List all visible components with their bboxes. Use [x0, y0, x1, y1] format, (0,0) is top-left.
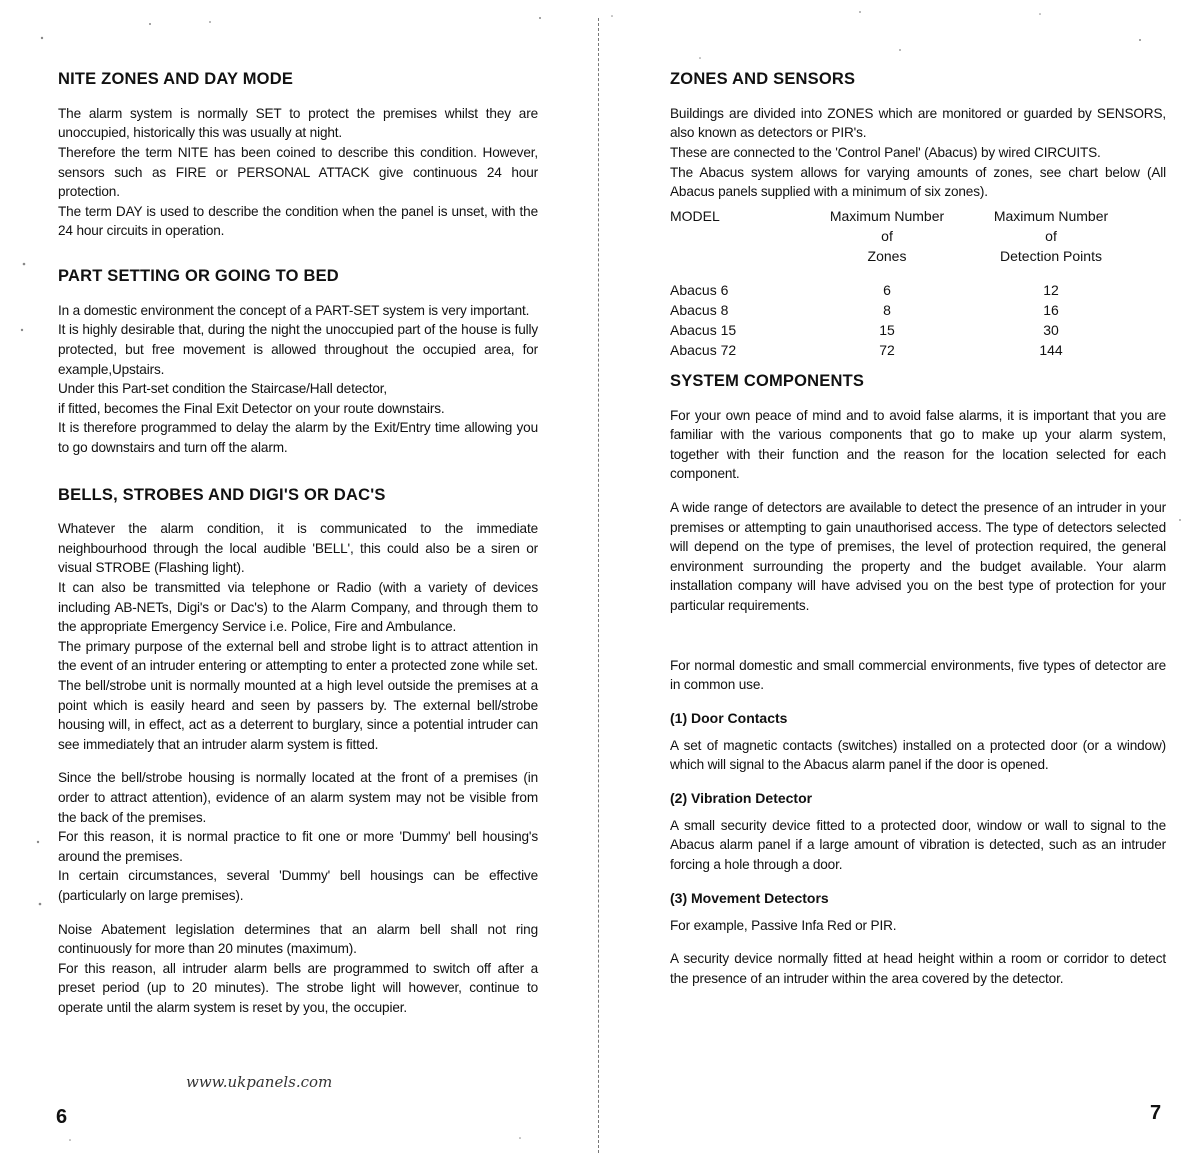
- zones-sensors-body: [670, 104, 1166, 202]
- vibration-detector-title: (2) Vibration Detector: [670, 789, 813, 806]
- paragraph: These are connected to the 'Control Panel' (Abacus) by wired CIRCUITS.: [670, 144, 1101, 160]
- zones-sensors-heading: ZONES AND SENSORS: [670, 70, 856, 88]
- page-number-left: 6: [56, 1106, 68, 1128]
- paragraph: For example, Passive Infa Red or PIR.: [670, 917, 897, 933]
- table-header-row: [670, 206, 1136, 266]
- table-row: [670, 280, 1136, 300]
- paragraph: The term DAY is used to describe the condition when the panel is unset, with the 24 hour circuits in operation.: [58, 203, 538, 239]
- abacus-models-table: [670, 206, 1136, 360]
- paragraph: Since the bell/strobe housing is normally located at the front of a premises (in order to attract attention), evidence of an alarm system may not be visible from the back of the premises.: [58, 770, 538, 825]
- vibration-detector-body: [670, 816, 1166, 875]
- zones-cell: 15: [879, 321, 895, 338]
- model-cell: Abacus 8: [670, 301, 729, 318]
- bells-strobes-heading: BELLS, STROBES AND DIGI'S OR DAC'S: [58, 485, 386, 504]
- door-contacts-body: [670, 736, 1166, 775]
- paragraph: if fitted, becomes the Final Exit Detector on your route downstairs.: [58, 400, 445, 416]
- system-components-heading: SYSTEM COMPONENTS: [670, 371, 865, 390]
- paragraph: A wide range of detectors are available to detect the presence of an intruder in your premises or attempting to gain unauthorised access. The type of detectors selected will depend on the type of premises, the level of protection required, the general environment surrounding the property and the budget available. Your alarm installation company will have advised you on the best type of protection for your particular requirements.: [670, 499, 1166, 613]
- movement-detectors-example: [670, 916, 1166, 936]
- paragraph: For normal domestic and small commercial environments, five types of detector are in common use.: [670, 657, 1166, 693]
- page-spine-divider: [598, 18, 599, 1153]
- system-components-body: [670, 406, 1166, 484]
- paragraph: For this reason, it is normal practice to fit one or more 'Dummy' bell housing's around the premises.: [58, 829, 538, 864]
- paragraph: A security device normally fitted at head height within a room or corridor to detect the presence of an intruder within the area covered by the detector.: [670, 951, 1166, 986]
- paragraph: For your own peace of mind and to avoid false alarms, it is important that you are familiar with the various components that go to make up your alarm system, together with their function and the reason for the location selected for each component.: [670, 407, 1166, 482]
- nite-zones-heading: NITE ZONES AND DAY MODE: [58, 70, 294, 88]
- door-contacts-title: (1) Door Contacts: [670, 709, 788, 726]
- paragraph: For this reason, all intruder alarm bells are programmed to switch off after a preset period (up to 20 minutes). The strobe light will however, continue to operate until the alarm system is reset by you, the occupier.: [58, 960, 538, 1015]
- page-number-right: 7: [1150, 1102, 1162, 1124]
- points-cell: 30: [1043, 321, 1059, 338]
- paragraph: In a domestic environment the concept of a PART-SET system is very important.: [58, 302, 530, 318]
- paragraph: The primary purpose of the external bell and strobe light is to attract attention in the event of an intruder entering or attempting to enter a protected zone while set. The bell/strobe unit is normally mounted at a high level outside the premises at a point which is easily heard and seen by passers by. The external bell/strobe housing will, in effect, act as a deterrent to burglary, since a potential intruder can see immediately that an intruder alarm system is fitted.: [58, 638, 538, 752]
- paragraph: It is therefore programmed to delay the alarm by the Exit/Entry time allowing you to go downstairs and turn off the alarm.: [58, 420, 538, 455]
- bells-body-1: [58, 519, 538, 754]
- paragraph: The Abacus system allows for varying amounts of zones, see chart below (All Abacus panels supplied with a minimum of six zones).: [670, 164, 1166, 200]
- table-row: [670, 320, 1136, 340]
- paragraph: It can also be transmitted via telephone or Radio (with a variety of devices including AB-NETs, Digi's or Dac's) to the Alarm Company, and through them to the appropriate Emergency Service i.e. Police, Fire and Ambulance.: [58, 580, 538, 635]
- model-cell: Abacus 72: [670, 341, 737, 358]
- right-page: [602, 0, 1202, 1160]
- zones-cell: 8: [883, 301, 891, 318]
- zones-cell: 6: [883, 281, 891, 298]
- bells-body-3: [58, 920, 538, 1018]
- column-header-zones: Maximum Number of Zones: [829, 207, 945, 264]
- column-header-model: MODEL: [670, 207, 720, 224]
- movement-detectors-body: [670, 949, 1166, 988]
- paragraph: Whatever the alarm condition, it is communicated to the immediate neighbourhood through the local audible 'BELL', this could also be a siren or visual STROBE (Flashing light).: [58, 521, 538, 576]
- paragraph: Noise Abatement legislation determines that an alarm bell shall not ring continuously for more than 20 minutes (maximum).: [58, 921, 538, 957]
- points-cell: 12: [1043, 281, 1059, 298]
- part-setting-heading: PART SETTING OR GOING TO BED: [58, 266, 339, 285]
- points-cell: 144: [1039, 341, 1063, 358]
- bells-body-2: [58, 768, 538, 905]
- detector-range-body: [670, 498, 1166, 616]
- paragraph: Buildings are divided into ZONES which are monitored or guarded by SENSORS, also known as detectors or PIR's.: [670, 105, 1166, 141]
- part-setting-body: [58, 301, 538, 458]
- model-cell: Abacus 6: [670, 281, 729, 298]
- paragraph: A set of magnetic contacts (switches) installed on a protected door (or a window) which will signal to the Abacus alarm panel if the door is opened.: [670, 737, 1166, 773]
- column-header-points: Maximum Number of Detection Points: [993, 207, 1109, 264]
- footer-url: www.ukpanels.com: [186, 1073, 333, 1091]
- zones-cell: 72: [879, 341, 895, 358]
- paragraph: A small security device fitted to a protected door, window or wall to signal to the Abacus alarm panel if a large amount of vibration is detected, such as an intruder forcing a hole through a door.: [670, 817, 1166, 873]
- nite-zones-body: [58, 104, 538, 241]
- paragraph: It is highly desirable that, during the night the unoccupied part of the house is fully protected, but free movement is allowed throughout the occupied area, for example,Upstairs.: [58, 322, 538, 377]
- detector-types-intro: [670, 656, 1166, 695]
- points-cell: 16: [1043, 301, 1059, 318]
- paragraph: The alarm system is normally SET to protect the premises whilst they are unoccupied, historically this was usually at night.: [58, 105, 538, 141]
- model-cell: Abacus 15: [670, 321, 737, 338]
- left-page: [0, 0, 598, 1160]
- movement-detectors-title: (3) Movement Detectors: [670, 889, 829, 906]
- paragraph: Under this Part-set condition the Staircase/Hall detector,: [58, 381, 388, 397]
- table-row: [670, 300, 1136, 320]
- paragraph: In certain circumstances, several 'Dummy' bell housings can be effective (particularly on large premises).: [58, 868, 538, 903]
- paragraph: Therefore the term NITE has been coined to describe this condition. However, sensors such as FIRE or PERSONAL ATTACK give continuous 24 hour protection.: [58, 144, 538, 200]
- table-row: [670, 340, 1136, 360]
